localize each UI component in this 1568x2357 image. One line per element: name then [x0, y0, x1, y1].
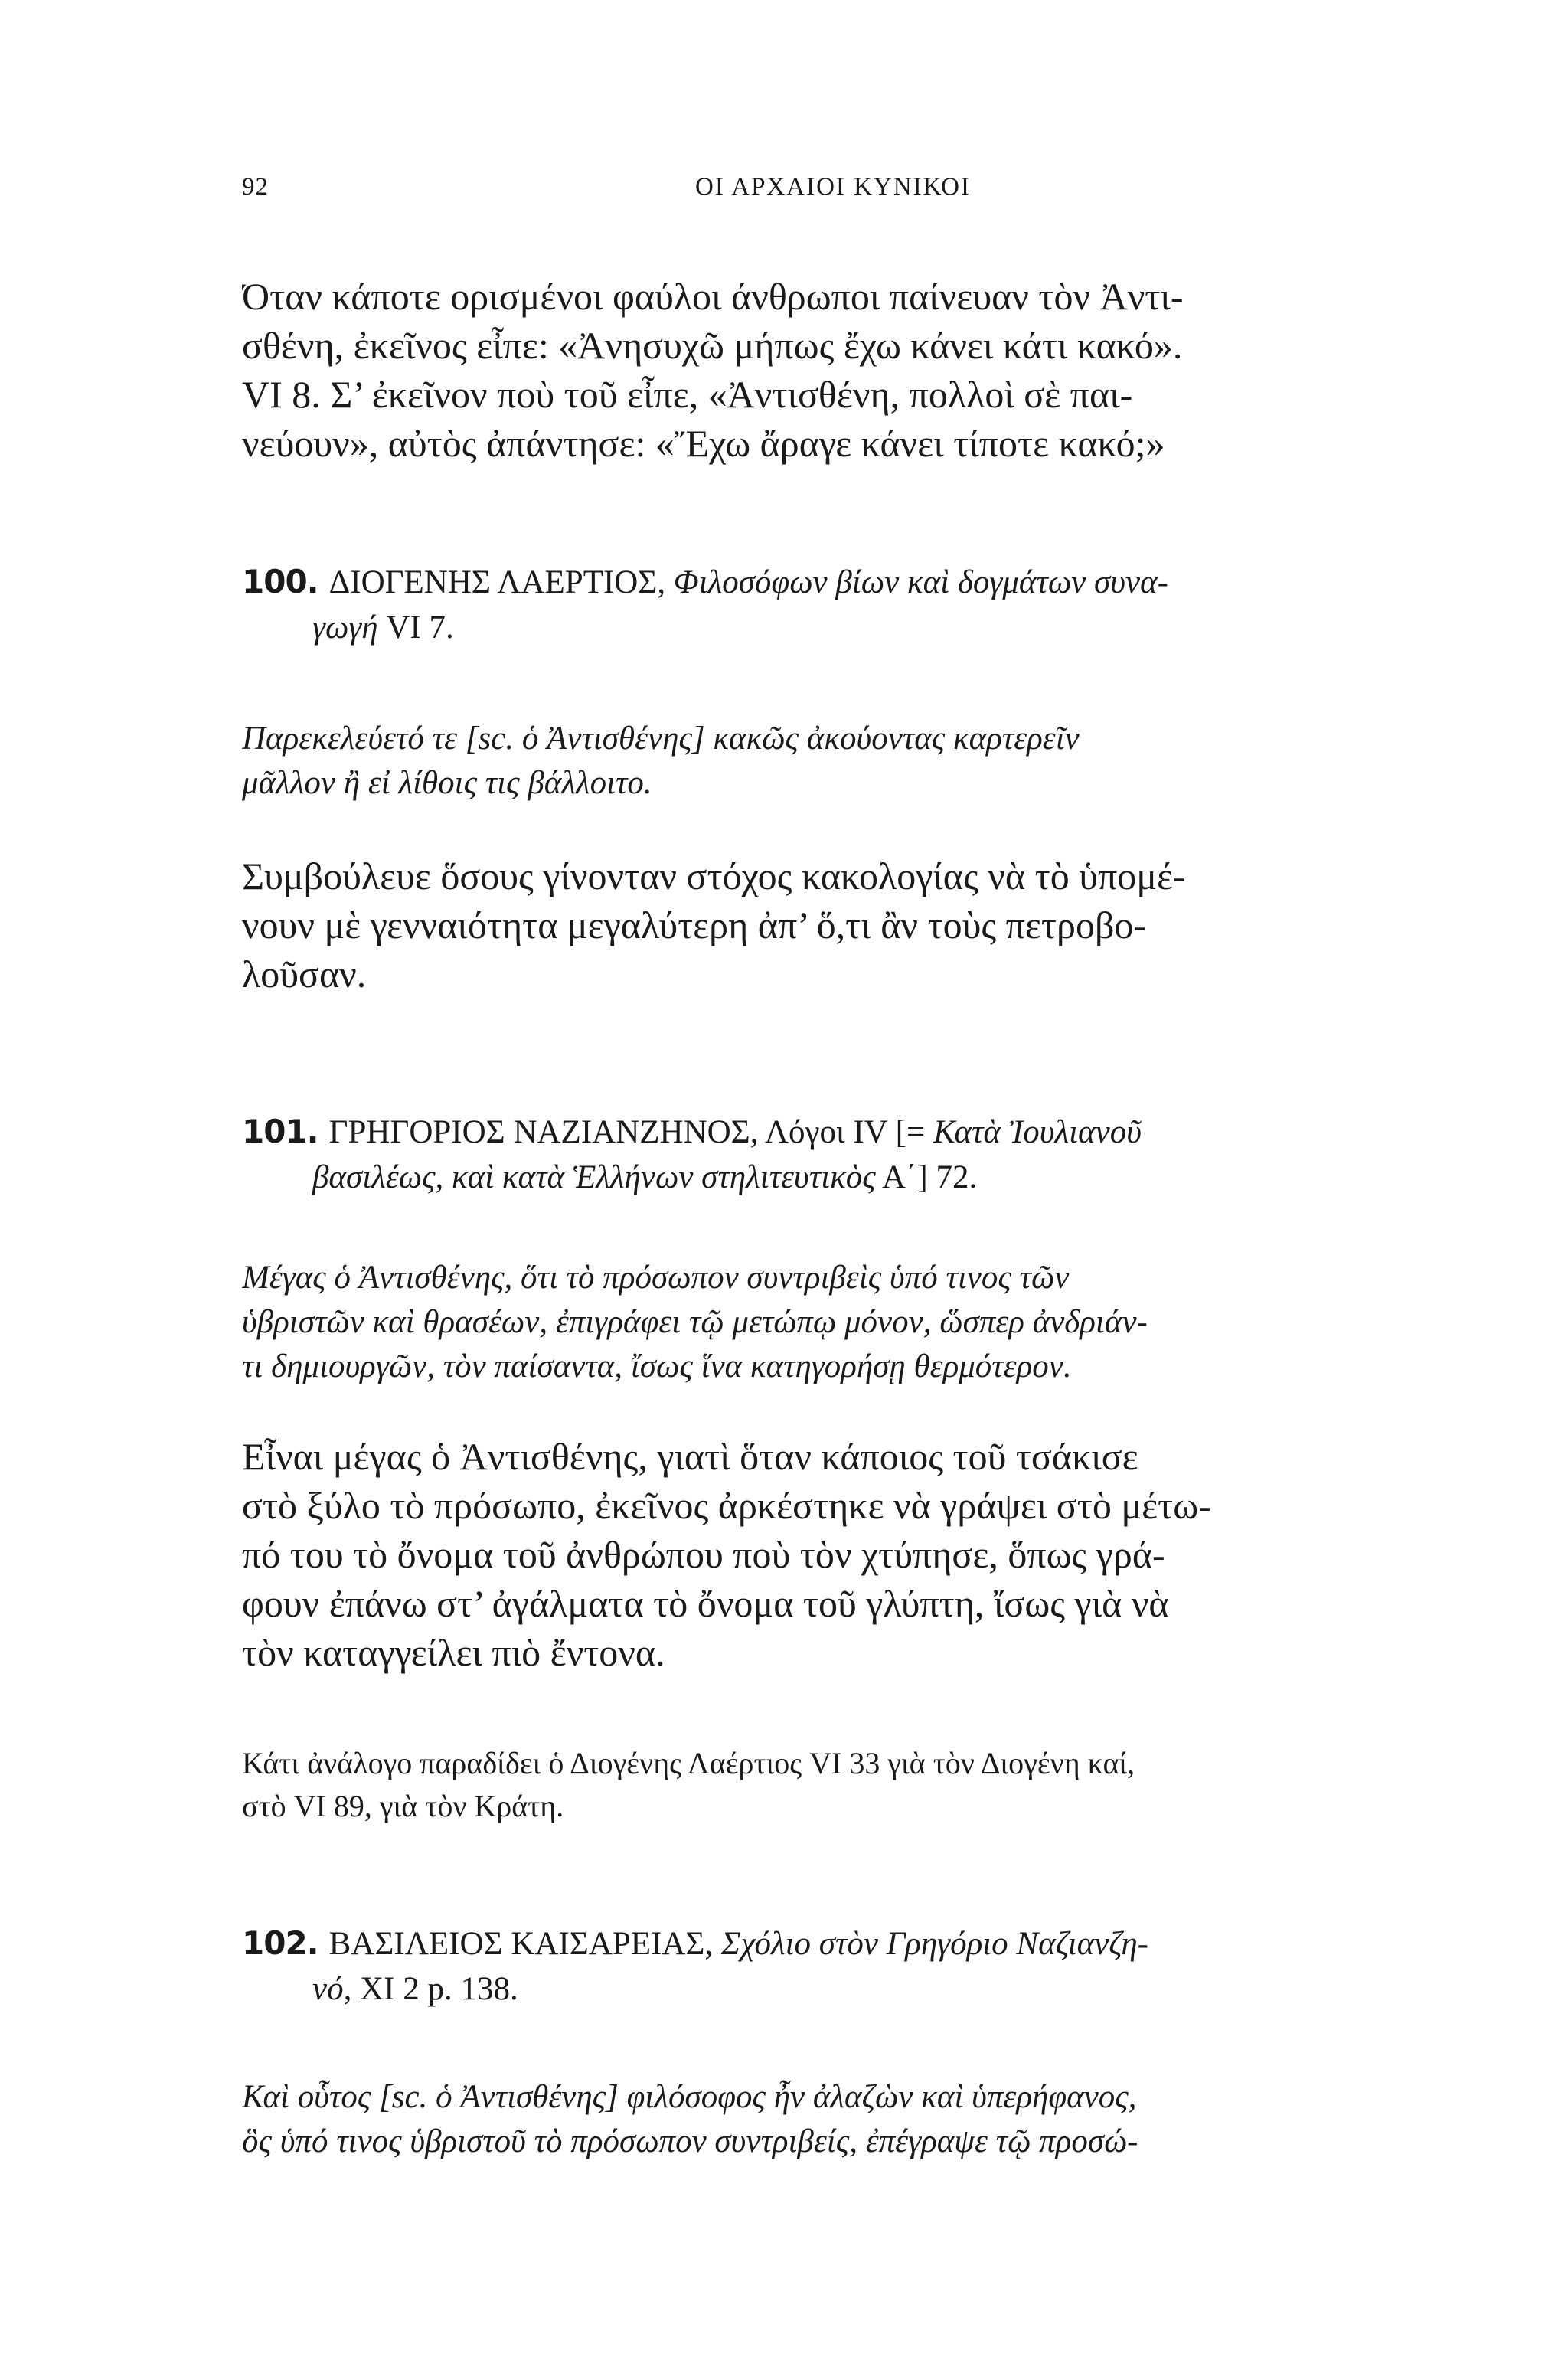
text-line: VI 8. Σ’ ἐκεῖνον ποὺ τοῦ εἶπε, «Ἀντισθένη, πολλοὶ σὲ παι-	[242, 373, 1133, 416]
work-title-cont: βασιλέως, καὶ κατὰ Ἑλλήνων στηλιτευτικὸς	[312, 1159, 876, 1195]
work-title: Φιλοσόφων βίων καὶ δογμάτων συνα-	[673, 564, 1168, 600]
greek-quote-102	[242, 2075, 1424, 2164]
translation-100	[242, 852, 1424, 999]
quote-line: μᾶλλον ἢ εἰ λίθοις τις βάλλοιτο.	[242, 765, 652, 801]
quote-line: Καὶ οὗτος [sc. ὁ Ἀντισθένης] φιλόσοφος ἦν ἀλαζὼν καὶ ὑπερήφανος,	[242, 2079, 1137, 2115]
work-title: Σχόλιο στὸν Γρηγόριο Ναζιανζη-	[720, 1926, 1148, 1962]
note-101	[242, 1742, 1424, 1828]
section-number: 100.	[242, 563, 318, 600]
heading-line	[242, 605, 1424, 651]
heading-line	[242, 1109, 1424, 1155]
quote-line: Μέγας ὁ Ἀντισθένης, ὅτι τὸ πρόσωπον συντριβεὶς ὑπό τινος τῶν	[242, 1260, 1070, 1296]
text-line: πό του τὸ ὄνομα τοῦ ἀνθρώπου ποὺ τὸν χτύπησε, ὅπως γρά-	[242, 1533, 1165, 1576]
section-heading-100	[242, 559, 1424, 651]
intro-paragraph	[242, 272, 1424, 468]
heading-line	[242, 1966, 1424, 2012]
quote-line: ὃς ὑπό τινος ὑβριστοῦ τὸ πρόσωπον συντριβείς, ἐπέγραψε τῷ προσώ-	[242, 2123, 1138, 2159]
text-line: Όταν κάποτε ορισμένοι φαύλοι άνθρωποι παίνευαν τὸν Ἀντι-	[242, 275, 1184, 318]
work-title-cont: γωγή	[312, 610, 378, 646]
section-heading-102	[242, 1921, 1424, 2012]
book-page	[242, 0, 1424, 2357]
reference: Α΄] 72.	[875, 1159, 978, 1195]
reference: Λόγοι IV [=	[758, 1114, 933, 1150]
section-number: 102.	[242, 1924, 318, 1962]
heading-line	[242, 1155, 1424, 1201]
text-line: νουν μὲ γενναιότητα μεγαλύτερη ἀπ’ ὅ,τι ἂν τοὺς πετροβο-	[242, 904, 1147, 946]
text-line: φουν ἐπάνω στ’ ἀγάλματα τὸ ὄνομα τοῦ γλύπτη, ἴσως γιὰ νὰ	[242, 1582, 1169, 1625]
text-line: στὸ ξύλο τὸ πρόσωπο, ἐκεῖνος ἀρκέστηκε νὰ γράψει στὸ μέτω-	[242, 1484, 1211, 1527]
work-title-cont: νό,	[312, 1971, 352, 2007]
note-line: στὸ VI 89, γιὰ τὸν Κράτη.	[242, 1789, 564, 1823]
text-line: σθένη, ἐκεῖνος εἶπε: «Ἀνησυχῶ μήπως ἔχω κάνει κάτι κακό».	[242, 324, 1183, 367]
quote-line: ὑβριστῶν καὶ θρασέων, ἐπιγράφει τῷ μετώπῳ μόνον, ὥσπερ ἀνδριάν-	[242, 1304, 1148, 1340]
reference: VI 7.	[377, 610, 454, 646]
note-line: Κάτι ἀνάλογο παραδίδει ὁ Διογένης Λαέρτιος VI 33 γιὰ τὸν Διογένη καί,	[242, 1746, 1135, 1780]
heading-line	[242, 1921, 1424, 1966]
text-line: τὸν καταγγείλει πιὸ ἔντονα.	[242, 1631, 665, 1674]
author-name: ΒΑΣΙΛΕΙΟΣ ΚΑΙΣΑΡΕΙΑΣ,	[328, 1926, 714, 1962]
translation-101	[242, 1432, 1424, 1677]
quote-line: Παρεκελεύετό τε [sc. ὁ Ἀντισθένης] κακῶς ἀκούοντας καρτερεῖν	[242, 721, 1080, 757]
text-line: λοῦσαν.	[242, 953, 367, 995]
greek-quote-101	[242, 1256, 1424, 1389]
text-line: νεύουν», αὐτὸς ἀπάντησε: «Ἔχω ἄραγε κάνει τίποτε κακό;»	[242, 422, 1165, 465]
text-line: Συμβούλευε ὅσους γίνονταν στόχος κακολογίας νὰ τὸ ὑπομέ-	[242, 855, 1186, 897]
work-title: Κατὰ Ἰουλιανοῦ	[933, 1114, 1142, 1150]
text-line: Εἶναι μέγας ὁ Ἀντισθένης, γιατὶ ὅταν κάποιος τοῦ τσάκισε	[242, 1435, 1138, 1478]
page-number: 92	[242, 173, 269, 201]
author-name: ΔΙΟΓΕΝΗΣ ΛΑΕΡΤΙΟΣ,	[328, 564, 666, 600]
running-title: ΟΙ ΑΡΧΑΙΟΙ ΚΥΝΙΚΟΙ	[694, 173, 972, 201]
heading-line	[242, 559, 1424, 605]
greek-quote-100	[242, 717, 1424, 806]
section-number: 101.	[242, 1113, 318, 1150]
reference: XI 2 p. 138.	[351, 1971, 518, 2007]
author-name: ΓΡΗΓΟΡΙΟΣ ΝΑΖΙΑΝΖΗΝΟΣ,	[328, 1114, 759, 1150]
running-head	[242, 173, 1424, 211]
quote-line: τι δημιουργῶν, τὸν παίσαντα, ἴσως ἵνα κατηγορήσῃ θερμότερον.	[242, 1348, 1072, 1384]
section-heading-101	[242, 1109, 1424, 1201]
